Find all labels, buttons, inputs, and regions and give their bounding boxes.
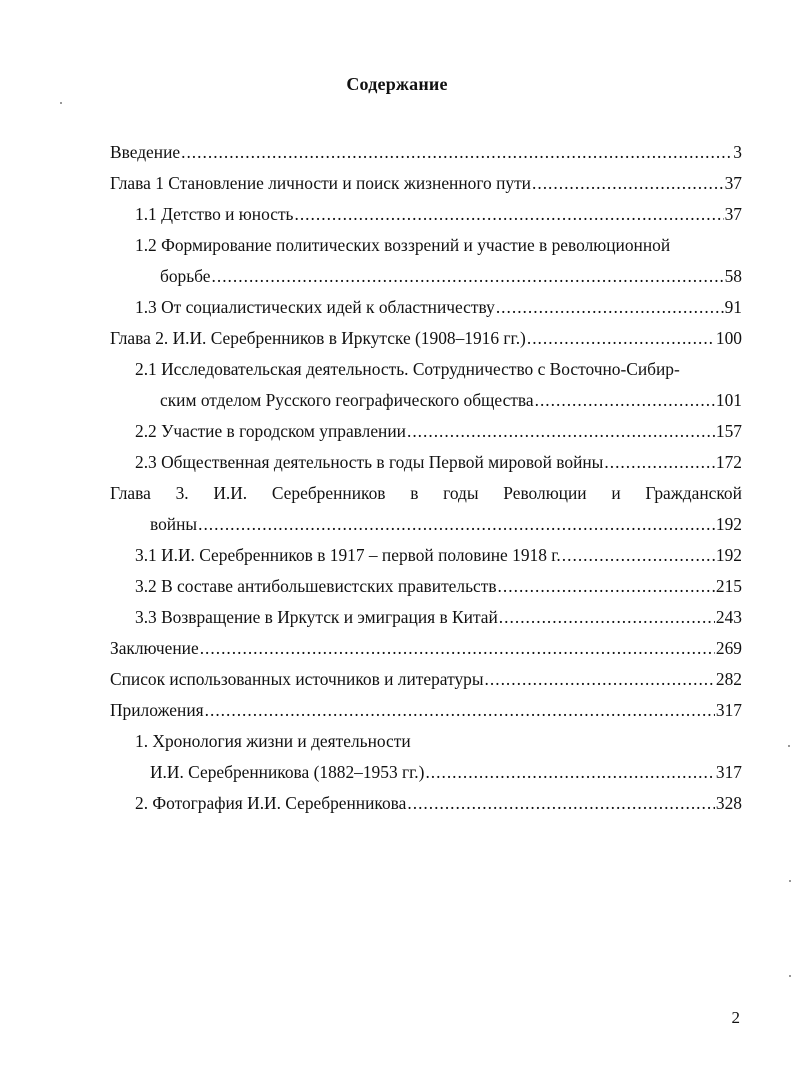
toc-entry-title: Глава 1 Становление личности и поиск жизненного пути	[110, 173, 531, 193]
dot-leader	[294, 199, 723, 230]
toc-entry-page: 317	[715, 762, 742, 782]
dot-leader	[212, 261, 724, 292]
page-title: Содержание	[346, 74, 448, 94]
toc-entry-title: Приложения	[110, 700, 204, 720]
toc-entry-appendices	[110, 695, 742, 726]
dot-leader	[527, 323, 715, 354]
title-word: Серебренников	[271, 483, 386, 503]
toc-entry-title-line1	[110, 478, 742, 509]
dot-leader	[198, 509, 715, 540]
scan-speck	[789, 975, 791, 977]
toc-entry-section-3-1	[110, 540, 742, 571]
toc-entry-title: 2. Фотография И.И. Серебренникова	[135, 793, 407, 813]
toc-entry-title-line1: 1. Хронология жизни и деятельности	[135, 731, 411, 751]
toc-entry-section-1-2	[110, 230, 742, 292]
dot-leader	[562, 540, 715, 571]
toc-entry-page: 282	[715, 669, 742, 689]
page-number: 2	[731, 1008, 740, 1027]
toc-entry-title: 3.1 И.И. Серебренников в 1917 – первой половине 1918 г.	[135, 545, 561, 565]
toc-entry-page: 215	[715, 576, 742, 596]
dot-leader	[535, 385, 715, 416]
toc-entry-title-line2: ским отделом Русского географического общества	[160, 390, 534, 410]
dot-leader	[604, 447, 715, 478]
toc-entry-title: Список использованных источников и литературы	[110, 669, 484, 689]
toc-entry-title-line2: И.И. Серебренникова (1882–1953 гг.)	[150, 762, 425, 782]
dot-leader	[205, 695, 715, 726]
toc-entry-page: 243	[715, 607, 742, 627]
title-word: Глава	[110, 483, 151, 503]
toc-entry-page: 58	[724, 266, 742, 286]
toc-entry-page: 172	[715, 452, 742, 472]
title-word: Революции	[503, 483, 587, 503]
toc-entry-title: 1.3 От социалистических идей к областничеству	[135, 297, 495, 317]
toc-entry-title-line2-row	[110, 509, 742, 540]
toc-entry-page: 328	[715, 793, 742, 813]
toc-entry-title: 2.2 Участие в городском управлении	[135, 421, 406, 441]
dot-leader	[485, 664, 715, 695]
toc-entry-page: 37	[724, 173, 742, 193]
toc-entry-title: Глава 2. И.И. Серебренников в Иркутске (1908–1916 гг.)	[110, 328, 526, 348]
toc-entry-section-2-3	[110, 447, 742, 478]
toc-entry-title: Заключение	[110, 638, 199, 658]
toc-entry-title: 3.2 В составе антибольшевистских правительств	[135, 576, 497, 596]
toc-entry-page: 100	[715, 328, 742, 348]
table-of-contents	[110, 137, 742, 819]
toc-entry-page: 192	[715, 514, 742, 534]
title-word: Гражданской	[645, 483, 742, 503]
toc-entry-section-2-1	[110, 354, 742, 416]
toc-entry-title: 2.3 Общественная деятельность в годы Первой мировой войны	[135, 452, 604, 472]
toc-entry-title: Введение	[110, 142, 181, 162]
scan-speck	[60, 102, 62, 104]
toc-entry-section-1-1	[110, 199, 742, 230]
toc-entry-chapter-1	[110, 168, 742, 199]
dot-leader	[532, 168, 724, 199]
toc-entry-title-line2: борьбе	[160, 266, 211, 286]
toc-entry-section-2-2	[110, 416, 742, 447]
toc-entry-title: 1.1 Детство и юность	[135, 204, 294, 224]
toc-entry-page: 101	[715, 390, 742, 410]
toc-entry-title-line2-row	[110, 385, 742, 416]
toc-entry-appendix-2	[110, 788, 742, 819]
toc-entry-title-line1: 2.1 Исследовательская деятельность. Сотрудничество с Восточно-Сибир-	[135, 359, 680, 379]
toc-entry-page: 192	[715, 545, 742, 565]
toc-entry-title-line2-row	[110, 757, 742, 788]
title-word: И.И.	[213, 483, 248, 503]
toc-entry-title: 3.3 Возвращение в Иркутск и эмиграция в Китай	[135, 607, 498, 627]
toc-entry-section-3-3	[110, 602, 742, 633]
toc-entry-page: 91	[724, 297, 742, 317]
dot-leader	[407, 416, 715, 447]
toc-entry-page: 317	[715, 700, 742, 720]
dot-leader	[499, 602, 715, 633]
toc-entry-page: 269	[715, 638, 742, 658]
dot-leader	[200, 633, 715, 664]
dot-leader	[181, 137, 732, 168]
title-word: и	[611, 483, 621, 503]
toc-entry-page: 157	[715, 421, 742, 441]
scan-speck	[788, 745, 790, 747]
title-word: годы	[443, 483, 479, 503]
title-word: в	[410, 483, 419, 503]
toc-entry-section-3-2	[110, 571, 742, 602]
toc-entry-title-line2-row	[110, 261, 742, 292]
toc-entry-chapter-3	[110, 478, 742, 540]
toc-entry-bibliography	[110, 664, 742, 695]
toc-entry-section-1-3	[110, 292, 742, 323]
dot-leader	[407, 788, 715, 819]
toc-entry-introduction	[110, 137, 742, 168]
toc-entry-page: 3	[733, 142, 742, 162]
dot-leader	[498, 571, 715, 602]
toc-entry-page: 37	[724, 204, 742, 224]
toc-entry-chapter-2	[110, 323, 742, 354]
scan-speck	[789, 880, 791, 882]
toc-entry-conclusion	[110, 633, 742, 664]
toc-entry-appendix-1	[110, 726, 742, 788]
dot-leader	[496, 292, 724, 323]
toc-entry-title-line2: войны	[150, 514, 198, 534]
dot-leader	[425, 757, 714, 788]
title-word: 3.	[175, 483, 189, 503]
toc-entry-title-line1: 1.2 Формирование политических воззрений и участие в революционной	[135, 235, 671, 255]
